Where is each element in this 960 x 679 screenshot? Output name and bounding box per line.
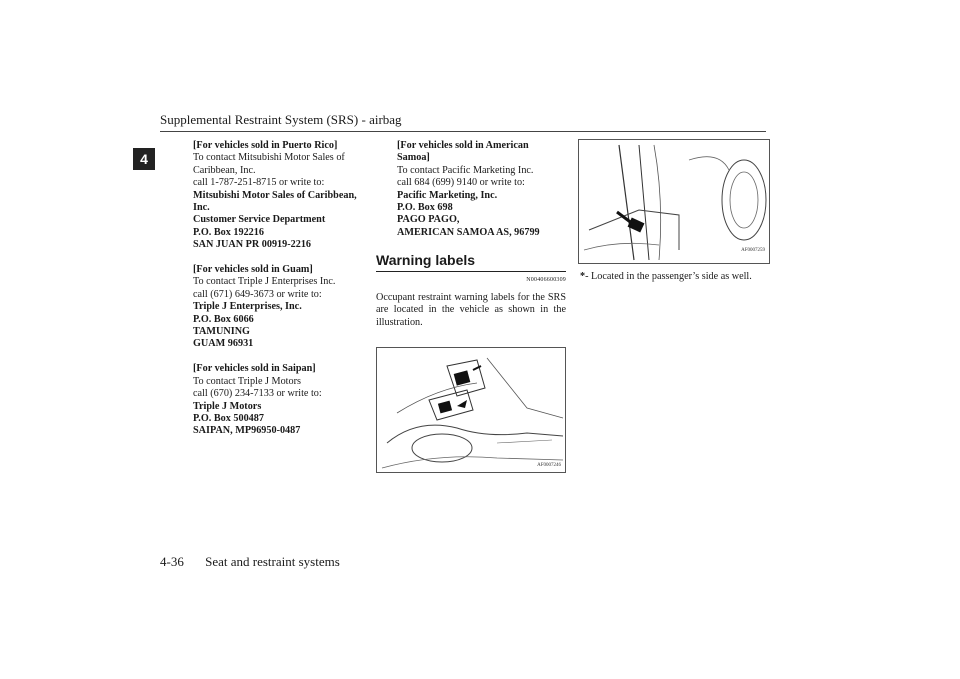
- page-footer: [160, 554, 340, 570]
- text-line: To contact Triple J Motors: [193, 375, 301, 387]
- text-line: PAGO PAGO,: [397, 214, 460, 226]
- header-rule: [160, 131, 766, 132]
- text-line: [For vehicles sold in Puerto Rico]: [193, 140, 338, 151]
- figure-code: AF0007246: [537, 463, 561, 468]
- section-title: Warning labels: [376, 251, 566, 271]
- text-line: Caribbean, Inc.: [193, 164, 256, 176]
- text-line: AMERICAN SAMOA AS, 96799: [397, 226, 540, 238]
- text-line: P.O. Box 6066: [193, 313, 254, 325]
- text-line: To contact Triple J Enterprises Inc.: [193, 276, 336, 288]
- text-line: [For vehicles sold in Guam]: [193, 264, 313, 276]
- text-line: SAIPAN, MP96950-0487: [193, 425, 301, 437]
- chapter-tab: 4: [133, 148, 155, 170]
- door-pillar-drawing: [579, 140, 769, 263]
- contact-column-2: [376, 140, 567, 329]
- text-line: SAN JUAN PR 00919-2216: [193, 239, 312, 251]
- pillar-label-illustration: [578, 139, 770, 264]
- sun-visor-drawing: [377, 348, 565, 472]
- text-line: P.O. Box 500487: [193, 412, 264, 424]
- text-line: call (670) 234-7133 or write to:: [193, 388, 322, 400]
- text-line: Triple J Enterprises, Inc.: [193, 301, 302, 313]
- text-line: [For vehicles sold in American: [397, 140, 529, 151]
- text-line: Mitsubishi Motor Sales of Caribbean,: [193, 189, 357, 201]
- text-line: call 1-787-251-8715 or write to:: [193, 177, 325, 189]
- text-line: P.O. Box 192216: [193, 226, 264, 238]
- figure-code: AF0007259: [741, 248, 765, 253]
- text-line: To contact Pacific Marketing Inc.: [397, 164, 534, 176]
- text-line: Triple J Motors: [193, 400, 262, 412]
- text-line: Inc.: [193, 202, 210, 214]
- text-line: TAMUNING: [193, 326, 250, 338]
- note-asterisk: *: [580, 271, 586, 282]
- text-line: call (671) 649-3673 or write to:: [193, 288, 322, 300]
- text-line: call 684 (699) 9140 or write to:: [397, 177, 525, 189]
- warning-paragraph: Occupant restraint warning labels for the SRS are located in the vehicle as shown in the illustration.: [376, 292, 566, 328]
- contact-column-1: [193, 140, 363, 438]
- running-header: Supplemental Restraint System (SRS) - airbag: [160, 112, 402, 127]
- footer-section: Seat and restraint systems: [205, 554, 340, 569]
- blank-line: [193, 252, 363, 264]
- blank-line: [193, 351, 363, 363]
- section-code: N00406600309: [526, 276, 566, 283]
- text-line: Pacific Marketing, Inc.: [397, 189, 498, 201]
- text-line: Customer Service Department: [193, 214, 326, 226]
- text-line: GUAM 96931: [193, 338, 254, 350]
- text-line: [For vehicles sold in Saipan]: [193, 363, 316, 375]
- page-number: 4-36: [160, 554, 184, 569]
- note-text: - Located in the passenger’s side as well.: [585, 271, 752, 282]
- warning-label-illustration: [376, 347, 566, 473]
- text-line: To contact Mitsubishi Motor Sales of: [193, 152, 345, 164]
- figure-note: [580, 271, 752, 282]
- text-line: P.O. Box 698: [397, 202, 453, 214]
- text-line: Samoa]: [397, 152, 430, 164]
